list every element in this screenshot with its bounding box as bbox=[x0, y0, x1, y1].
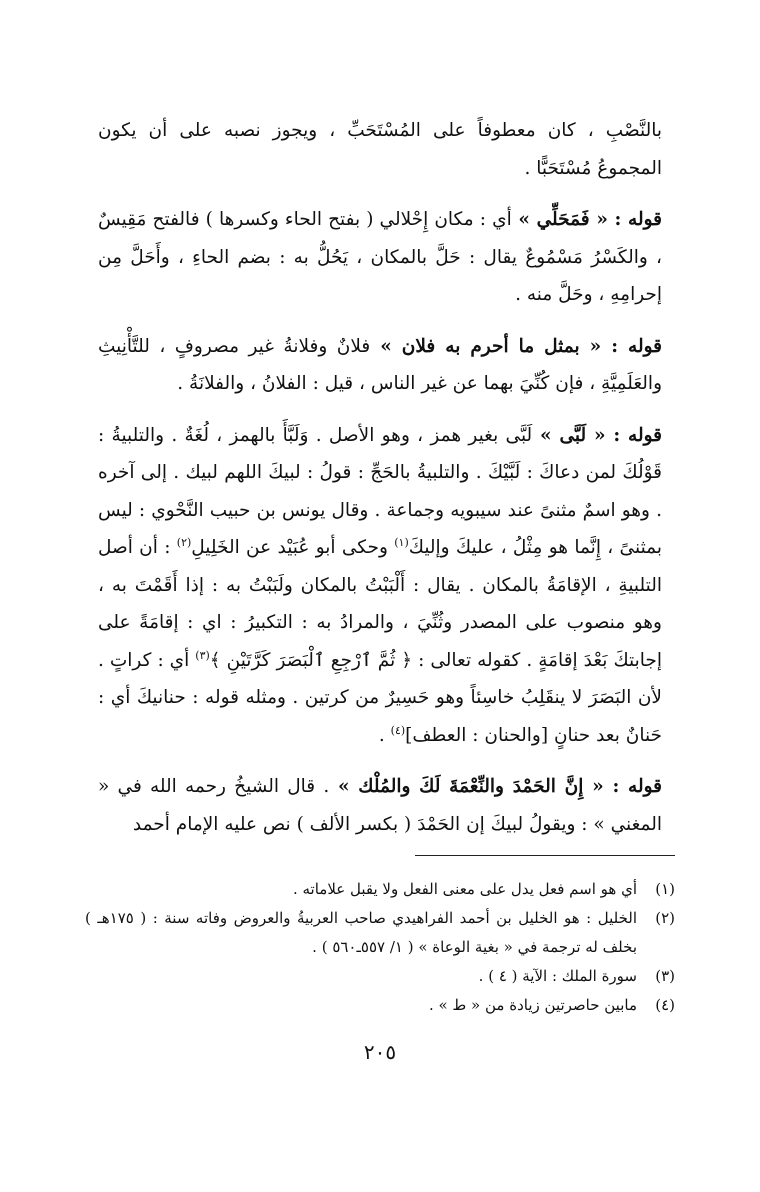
paragraph-text: لَبَّى بغير همز ، وهو الأصل . وَلَبَّأَ بالهمز ، لُغَةٌ . والتلبيةُ : قَوْلُكَ لمن دعاكَ : لَبَّيْكَ . والتلبيةُ بالحَجِّ : قولُ : لبيكَ اللهم لبيك . إلى آخره . وهو اسمٌ مثنىً عند سيبويه وجماعة . وقال يونس بن حبيب النَّحْوي : ليس بمثنىً ، إِنَّما هو مِثْلُ ، عليكَ وإليكَ bbox=[98, 424, 662, 558]
paragraph-text: بالنَّصْبِ ، كان معطوفاً على المُسْتَحَبِّ ، ويجوز نصبه على أن يكون المجموعُ مُسْتَحَبًّا . bbox=[98, 120, 662, 179]
paragraph-3 bbox=[98, 328, 662, 403]
paragraph-5 bbox=[98, 768, 662, 843]
paragraph-text: أي : مكان إِحْلالي ( بفتح الحاء وكسرها ) فالفتح مَقِيسٌ ، والكَسْرُ مَسْمُوعٌ يقال : حَلَّ بالمكان ، يَحُلُّ به : بضم الحاءِ ، وأَحَلَّ مِن إحرامِهِ ، وحَلَّ منه . bbox=[98, 209, 662, 305]
footnote-number: (٢) bbox=[655, 909, 675, 927]
footnote-ref-4[interactable]: (٤) bbox=[390, 723, 406, 737]
paragraph-text: فلانٌ وفلانةُ غير مصروفٍ ، للتَّأْنِيثِ والعَلَمِيَّةِ ، فإن كُنِّيَ بهما عن غير الناس ، قيل : الفلانُ ، والفلانَةُ . bbox=[98, 335, 662, 394]
footnote-text: أي هو اسم فعل يدل على معنى الفعل ولا يقبل علاماته . bbox=[292, 880, 637, 898]
paragraph-4 bbox=[98, 417, 662, 755]
footnote-divider bbox=[415, 855, 675, 856]
quoted-phrase: قوله : « بمثل ما أحرم به فلان » bbox=[370, 335, 662, 357]
footnotes bbox=[85, 875, 675, 1020]
footnote-text: الخليل : هو الخليل بن أحمد الفراهيدي صاحب العربيةُ والعروض وفاته سنة : ( ١٧٥هـ ) بخلف له ترجمة في « بغية الوعاة » ( ١/ ٥٥٧ـ٥٦٠ ) . bbox=[85, 909, 637, 956]
footnote-2 bbox=[85, 904, 675, 962]
footnote-4 bbox=[85, 991, 675, 1020]
paragraph-text: : أن أصل التلبيةِ ، الإقامَةُ بالمكان . يقال : أَلْبَبْتُ بالمكان ولَبَبْتُ به : إذا أَقَمْتَ به ، وهو منصوب على المصدر وثُنِّيَ ، والمرادُ به : التكبيرُ : اي : إقامَةً على إجابتكَ بَعْدَ إقامَةٍ . كقوله تعالى : ﴿ ثُمَّ ٱرْجِعِ ٱلْبَصَرَ كَرَّتَيْنِ ﴾ bbox=[98, 537, 662, 671]
quoted-phrase: قوله : « فَمَحَلِّي » bbox=[511, 209, 662, 230]
paragraph-text: . قال الشيخُ رحمه الله في « المغني » : ويقولُ لبيكَ إن الحَمْدَ ( بكسر الألف ) نص عليه الإمام أحمد bbox=[98, 776, 662, 835]
footnote-text: سورة الملك : الآية ( ٤ ) . bbox=[478, 967, 637, 985]
paragraph-2 bbox=[98, 201, 662, 314]
footnote-ref-2[interactable]: (٢) bbox=[176, 535, 192, 549]
page-number: ٢٠٥ bbox=[363, 1040, 397, 1064]
footnote-text: مابين حاصرتين زيادة من « ط » . bbox=[428, 996, 637, 1014]
paragraph-text: أي : كراتٍ . لأن البَصَرَ لا ينقَلِبُ خاسِئاً وهو حَسِيرٌ من كرتين . ومثله قوله : حنانيكَ أي : حَنانٌ بعد حنانٍ [والحنان : العطف] bbox=[98, 649, 662, 746]
quoted-phrase: قوله : « إِنَّ الحَمْدَ والنِّعْمَةَ لَكَ والمُلْك » bbox=[329, 776, 662, 797]
paragraph-1 bbox=[98, 112, 662, 187]
footnote-ref-3[interactable]: (٣) bbox=[195, 648, 210, 662]
footnote-ref-1[interactable]: (١) bbox=[394, 535, 409, 549]
quoted-phrase: قوله : « لَبَّى » bbox=[532, 424, 662, 446]
footnote-number: (٤) bbox=[655, 996, 675, 1014]
footnote-1 bbox=[85, 875, 675, 904]
paragraph-text: . bbox=[378, 724, 391, 746]
footnote-3 bbox=[85, 962, 675, 991]
footnote-number: (٣) bbox=[655, 967, 675, 985]
footnote-number: (١) bbox=[655, 880, 675, 898]
paragraph-text: وحكى أبو عُبَيْد عن الخَلِيلِ bbox=[191, 537, 395, 558]
